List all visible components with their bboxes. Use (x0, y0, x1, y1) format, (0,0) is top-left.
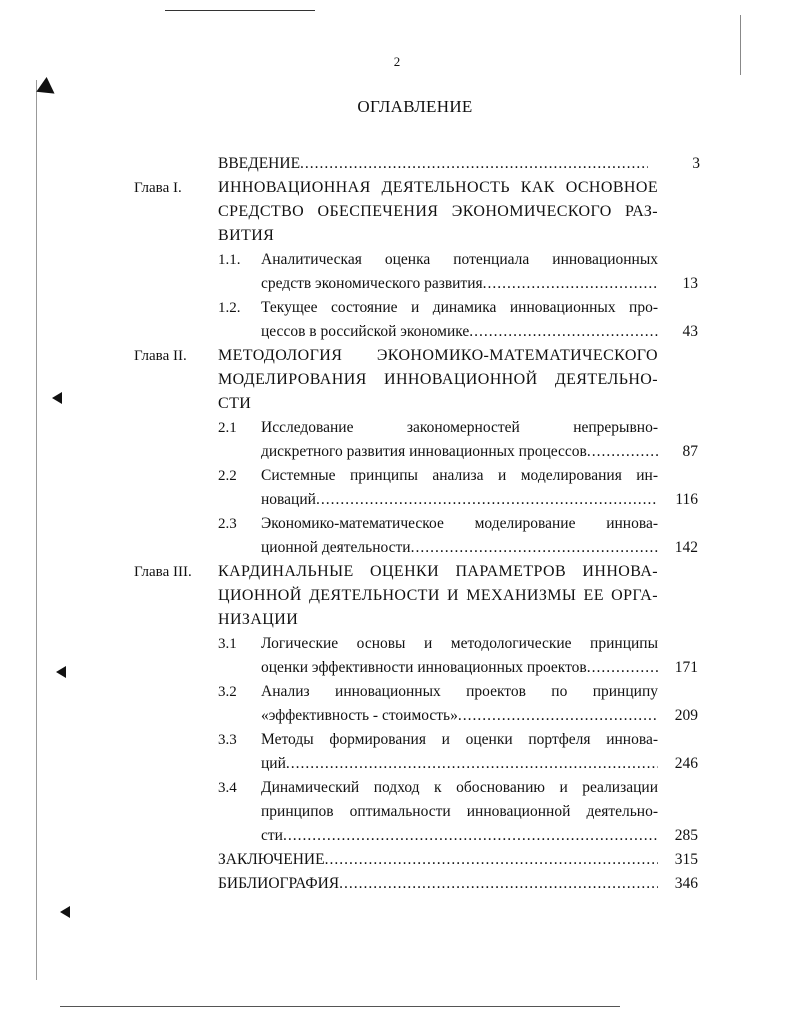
chapter-label: Глава III. (134, 564, 192, 580)
section-line: «эффективность - стоимость» ..... (261, 704, 658, 728)
section-number: 1.1. (218, 252, 241, 268)
section-line: дискретного развития инновационных процессов ..... (261, 440, 658, 464)
section-number: 2.1 (218, 420, 237, 436)
section-line: Анализ инновационных проектов по принципу (261, 683, 658, 700)
chapter-title-line: МОДЕЛИРОВАНИЯ ИННОВАЦИОННОЙ ДЕЯТЕЛЬНО- (218, 371, 658, 388)
chapter-title-line: МЕТОДОЛОГИЯ ЭКОНОМИКО-МАТЕМАТИЧЕСКОГО (218, 347, 658, 364)
chapter-title-line: КАРДИНАЛЬНЫЕ ОЦЕНКИ ПАРАМЕТРОВ ИННОВА- (218, 563, 658, 580)
section-line: новаций ..... (261, 488, 658, 512)
section-number: 2.2 (218, 468, 237, 484)
section-line: ционной деятельности ..... (261, 536, 658, 560)
section-number: 3.4 (218, 780, 237, 796)
section-page: 142 (674, 539, 698, 556)
section-line: средств экономического развития ..... (261, 272, 658, 296)
section-number: 2.3 (218, 516, 237, 532)
punch-mark (60, 906, 70, 918)
toc-bibliography-page: 346 (674, 875, 698, 892)
section-line: Логические основы и методологические принципы (261, 635, 658, 652)
section-number: 3.3 (218, 732, 237, 748)
section-line: Динамический подход к обоснованию и реализации (261, 779, 658, 796)
section-number: 1.2. (218, 300, 241, 316)
scan-line-bottom (60, 1006, 620, 1007)
chapter-title-line: СРЕДСТВО ОБЕСПЕЧЕНИЯ ЭКОНОМИЧЕСКОГО РАЗ- (218, 203, 658, 220)
section-line: оценки эффективности инновационных проектов ..... (261, 656, 658, 680)
chapter-title-line: ЦИОННОЙ ДЕЯТЕЛЬНОСТИ И МЕХАНИЗМЫ ЕЕ ОРГА- (218, 587, 658, 604)
section-line: Исследование закономерностей непрерывно- (261, 419, 658, 436)
scan-line-top (165, 10, 315, 11)
chapter-title-line: ВИТИЯ (218, 227, 275, 244)
section-line: Системные принципы анализа и моделирования ин- (261, 467, 658, 484)
section-line: цессов в российской экономике ..... (261, 320, 658, 344)
section-line: Методы формирования и оценки портфеля иннова- (261, 731, 658, 748)
chapter-title-line: ИННОВАЦИОННАЯ ДЕЯТЕЛЬНОСТЬ КАК ОСНОВНОЕ (218, 179, 658, 196)
section-line: Аналитическая оценка потенциала инновационных (261, 251, 658, 268)
toc-conclusion-label: ЗАКЛЮЧЕНИЕ (218, 851, 325, 868)
chapter-title-line: НИЗАЦИИ (218, 611, 299, 628)
section-line: Текущее состояние и динамика инновационных про- (261, 299, 658, 316)
section-page: 246 (674, 755, 698, 772)
chapter-title-line: СТИ (218, 395, 252, 412)
section-line: сти ..... (261, 824, 658, 848)
toc-bibliography (218, 872, 658, 896)
punch-mark (56, 666, 66, 678)
toc-intro-label: ВВЕДЕНИЕ (218, 155, 301, 172)
section-page: 116 (675, 491, 698, 508)
scan-line-left (36, 80, 37, 980)
page-number: 2 (393, 54, 401, 69)
chapter-label: Глава I. (134, 180, 182, 196)
punch-mark (52, 392, 62, 404)
section-line: Экономико-математическое моделирование иннова- (261, 515, 658, 532)
section-line: ций ..... (261, 752, 658, 776)
page-title: ОГЛАВЛЕНИЕ (357, 97, 473, 116)
toc-intro-page: 3 (692, 155, 700, 172)
toc-intro (218, 152, 648, 176)
toc-conclusion-page: 315 (674, 851, 698, 868)
chapter-label: Глава II. (134, 348, 187, 364)
section-page: 13 (682, 275, 698, 292)
section-number: 3.2 (218, 684, 237, 700)
section-page: 285 (674, 827, 698, 844)
section-page: 209 (674, 707, 698, 724)
toc-bibliography-label: БИБЛИОГРАФИЯ (218, 875, 340, 892)
toc-conclusion (218, 848, 658, 872)
section-page: 43 (682, 323, 698, 340)
section-page: 87 (682, 443, 698, 460)
section-number: 3.1 (218, 636, 237, 652)
section-line: принципов оптимальности инновационной деятельно- (261, 803, 658, 820)
section-page: 171 (674, 659, 698, 676)
